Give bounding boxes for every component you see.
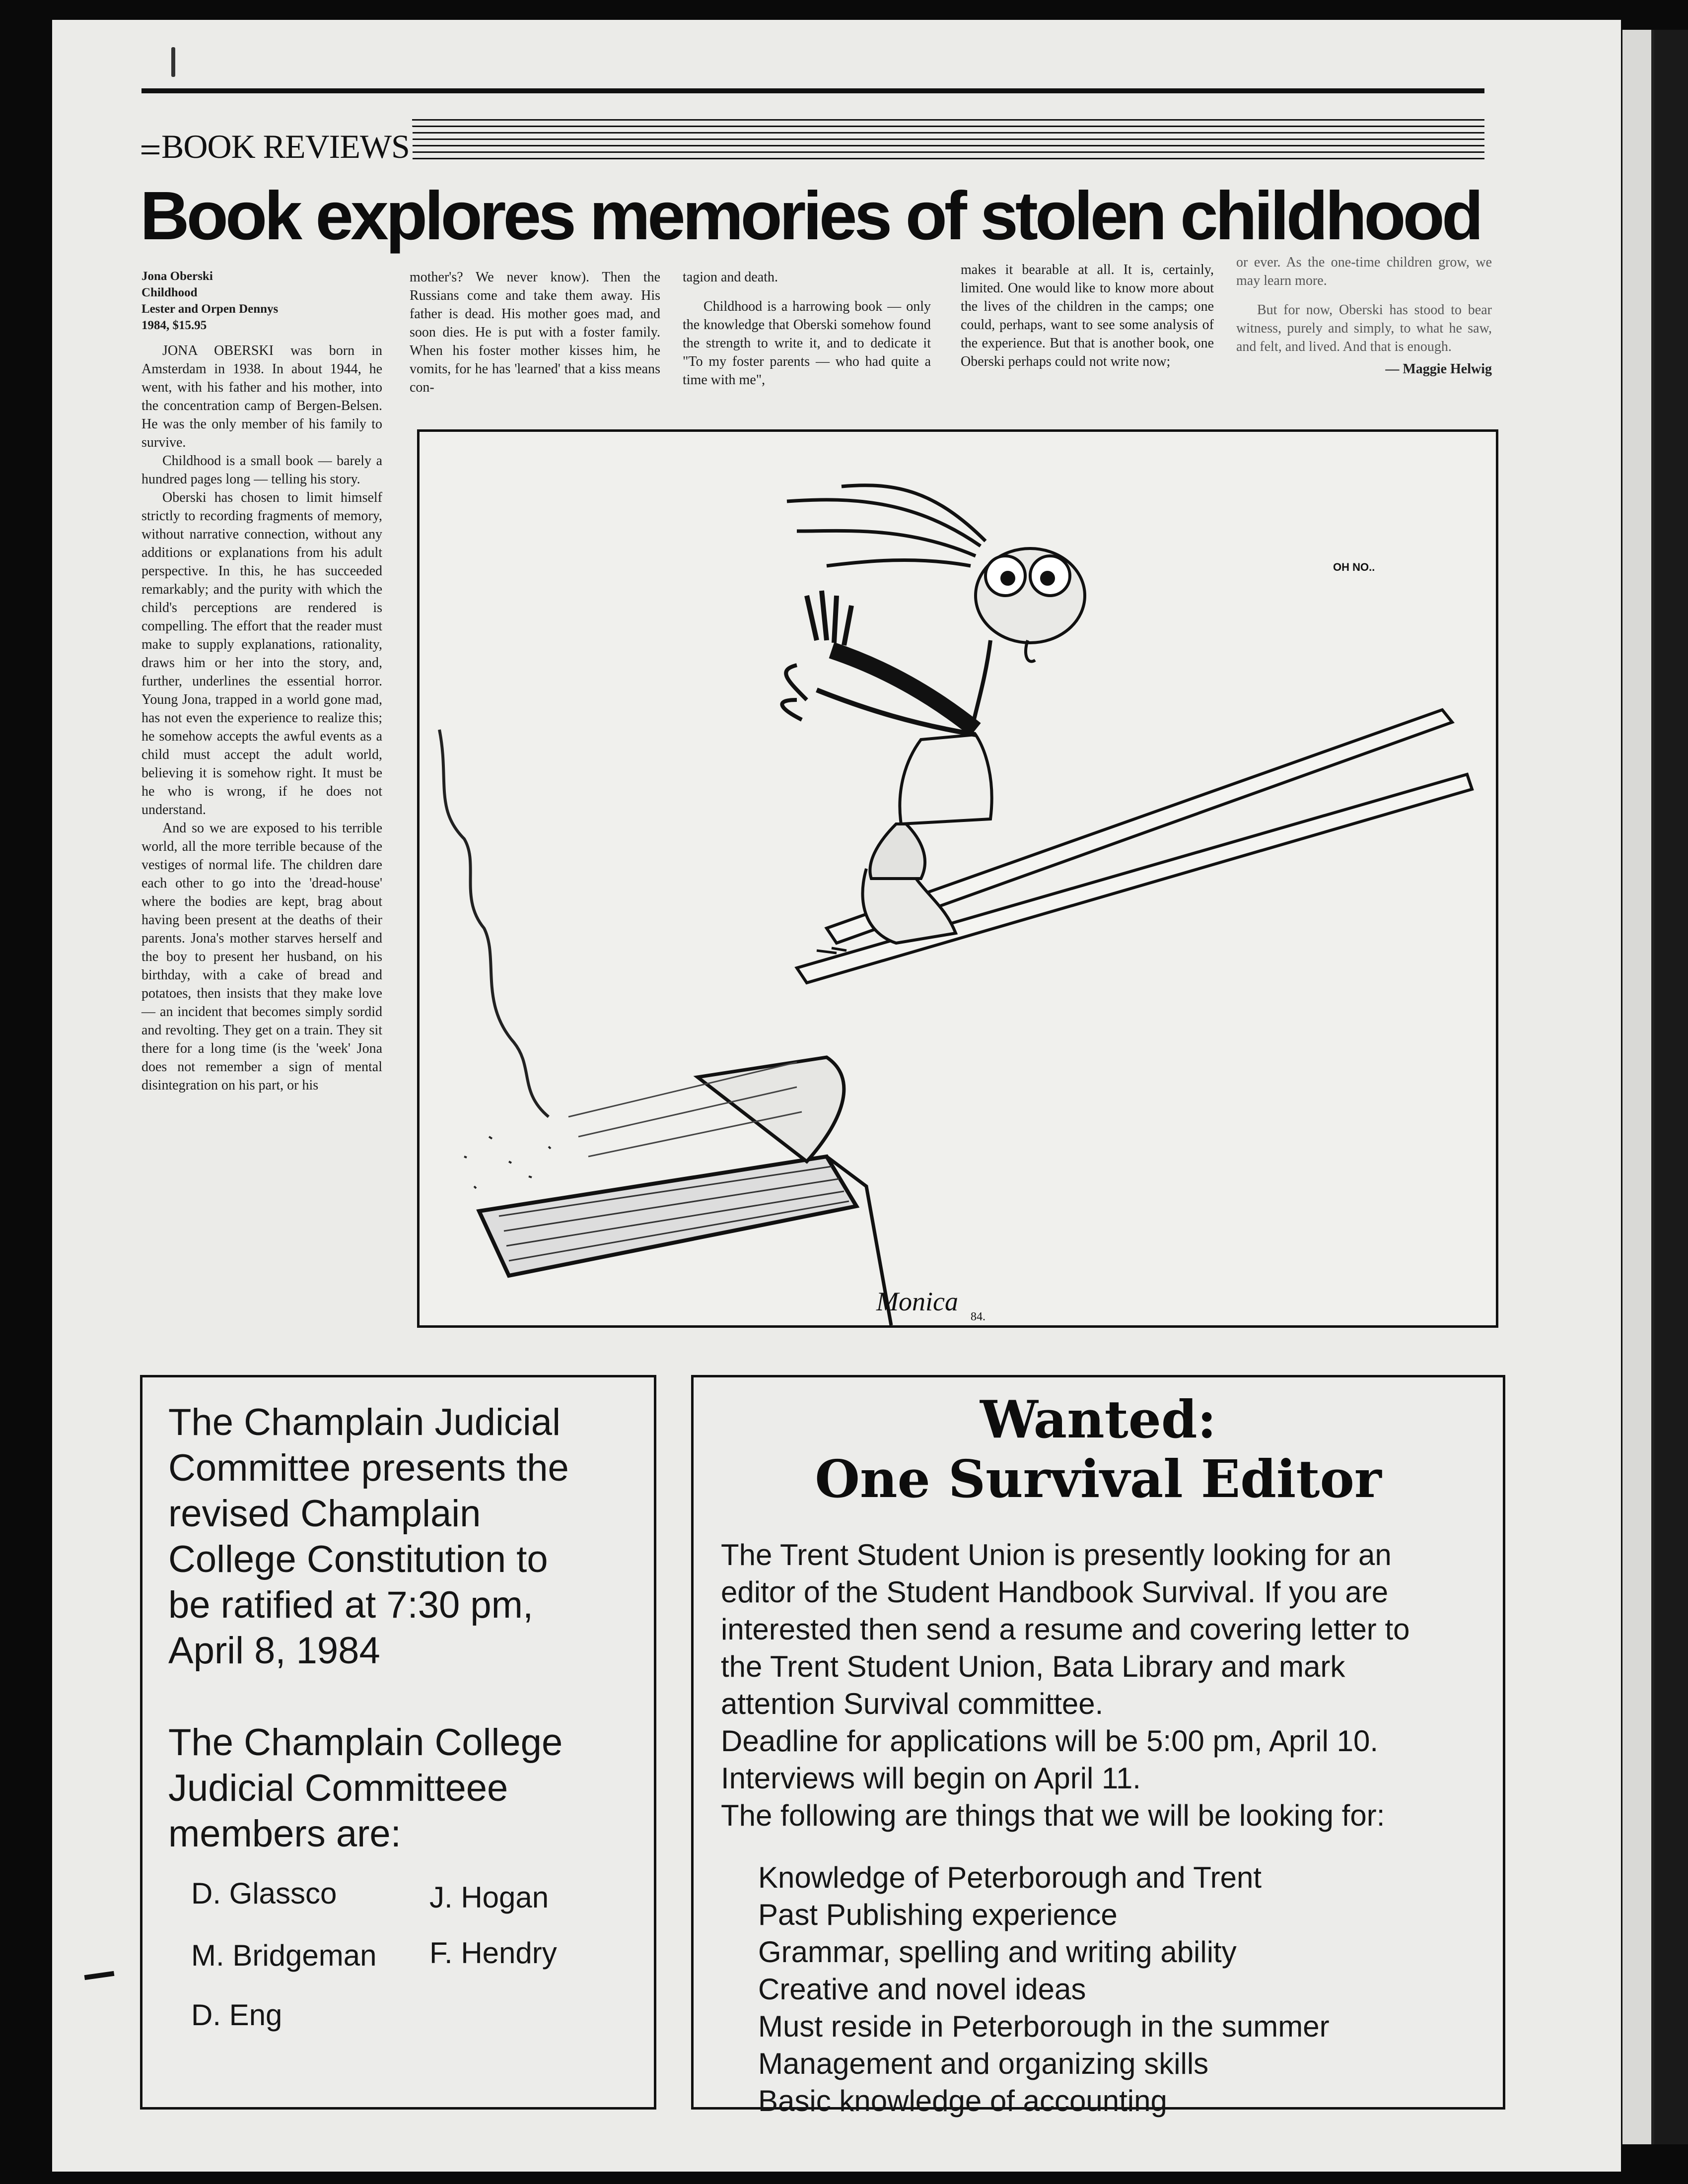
requirements-list — [758, 1859, 1493, 2119]
section-dash-icon — [141, 145, 159, 154]
review-paragraph: And so we are exposed to his terrible world, all the more terrible because of the vestiges of normal life. The children dare each other to go into the 'dread-house' where the bodies are kept, brag about having been present at the deaths of their parents. Jona's mother starves herself and the boy to present her husband, on his birthday, with a cake of bread and potatoes, then insists that they make love — an incident that becomes simply sordid and revolting. They get on a train. They sit there for a long time (is the 'week' Jona does not remember a sign of mental disintegration on his part, or his — [141, 820, 382, 1093]
notice-line: The Champlain College — [168, 1721, 563, 1764]
requirement-item: Basic knowledge of accounting — [758, 2084, 1167, 2117]
cartoon-illustration — [417, 429, 1498, 1328]
notice-body-line: Interviews will begin on April 11. — [721, 1762, 1141, 1795]
notice-body-line: editor of the Student Handbook Survival. If you are — [721, 1575, 1389, 1609]
notice-body-line: The Trent Student Union is presently looking for an — [721, 1538, 1392, 1571]
section-rule-lines — [412, 119, 1484, 164]
judicial-committee-notice — [140, 1375, 656, 2110]
notice-line: April 8, 1984 — [168, 1630, 380, 1672]
section-label-text: BOOK REVIEWS — [161, 128, 410, 165]
cartoon-speech: OH NO.. — [1333, 561, 1375, 573]
review-paragraph: makes it bearable at all. It is, certainly, limited. One would like to know more about the lives of the children in the camps; one could, perhaps, want to see some analysis of the experience. But that is another book, one Oberski perhaps could not write now; — [961, 262, 1214, 369]
adjacent-page-edge — [1622, 30, 1688, 2144]
requirement-item: Management and organizing skills — [758, 2047, 1209, 2080]
notice-body-line: the Trent Student Union, Bata Library and mark — [721, 1650, 1345, 1683]
notice-body-line: attention Survival committee. — [721, 1687, 1104, 1720]
ski-jumper — [782, 485, 1085, 943]
credit-title: Childhood — [141, 286, 198, 299]
member-name: J. Hogan — [429, 1881, 549, 1914]
member-name: F. Hendry — [429, 1936, 557, 1970]
review-paragraph: tagion and death. — [683, 270, 778, 285]
notice-line: College Constitution to — [168, 1538, 548, 1580]
member-name: D. Glassco — [191, 1877, 337, 1910]
notice-title-wanted: Wanted: — [980, 1389, 1217, 1450]
notice-title-editor: One Survival Editor — [815, 1448, 1382, 1509]
requirement-item: Knowledge of Peterborough and Trent — [758, 1861, 1262, 1894]
notice-body-line: The following are things that we will be looking for: — [721, 1799, 1385, 1832]
review-paragraph: JONA OBERSKI was born in Amsterdam in 1938. In about 1944, he went, with his father and his mother, into the concentration camp of Bergen-Belsen. He was the only member of his family to survive. — [141, 343, 382, 450]
member-name: D. Eng — [191, 1998, 282, 2032]
artist-signature: Monica — [876, 1287, 958, 1316]
book-credits — [141, 268, 382, 334]
review-paragraph: Childhood is a harrowing book — only the knowledge that Oberski somehow found the strength to write it, and to dedicate it "To my foster parents — who had quite a time with me", — [683, 299, 931, 388]
notice-body — [721, 1536, 1495, 1834]
review-paragraph: mother's? We never know). Then the Russians come and take them away. His father is dead. His mother goes mad, and soon dies. He is put with a foster family. When his foster mother kisses him, he vomits, for he has 'learned' that a kiss means con- — [410, 270, 660, 395]
review-column-3 — [683, 268, 931, 389]
book-ramp — [479, 1057, 891, 1325]
review-column-1 — [141, 268, 382, 1094]
review-column-4 — [961, 261, 1214, 371]
cliff-outline — [439, 730, 549, 1117]
member-name: M. Bridgeman — [191, 1939, 377, 1972]
notice-body-line: interested then send a resume and covering letter to — [721, 1613, 1410, 1646]
notice-line: members are: — [168, 1813, 401, 1855]
section-label — [141, 127, 413, 166]
notice-paragraph-2 — [168, 1720, 645, 1857]
credit-author: Jona Oberski — [141, 270, 213, 283]
notice-line: The Champlain Judicial — [168, 1401, 561, 1443]
artist-signature-year: 84. — [971, 1310, 985, 1323]
survival-editor-notice — [691, 1375, 1505, 2117]
review-paragraph: or ever. As the one-time children grow, we may learn more. — [1236, 255, 1492, 288]
notice-line: revised Champlain — [168, 1493, 481, 1535]
ski-jumper-drawing — [420, 432, 1496, 1325]
notice-line: Judicial Committeee — [168, 1767, 508, 1809]
requirement-item: Creative and novel ideas — [758, 1973, 1086, 2006]
headline: Book explores memories of stolen childhood — [140, 178, 1481, 254]
notice-line: Committee presents the — [168, 1447, 569, 1489]
review-paragraph: But for now, Oberski has stood to bear witness, purely and simply, to what he saw, and felt, and lived. And that is enough. — [1236, 302, 1492, 354]
page-mark — [171, 47, 175, 77]
review-column-2 — [410, 268, 660, 397]
review-byline: — Maggie Helwig — [1385, 361, 1492, 377]
notice-line: be ratified at 7:30 pm, — [168, 1584, 534, 1626]
requirement-item: Must reside in Peterborough in the summer — [758, 2010, 1330, 2043]
requirement-item: Past Publishing experience — [758, 1898, 1118, 1931]
review-column-5 — [1236, 253, 1492, 378]
review-paragraph: Oberski has chosen to limit himself strictly to recording fragments of memory, without narrative connection, without any additions or explanations from his adult perspective. In this, he has succeeded remarkably; and the purity with which the child's perceptions are rendered is compelling. The effort that the reader must make to supply explanations, rationality, draws him or her into the story, and, further, underlines the essential horror. Young Jona, trapped in a world gone mad, has not even the experience to realize this; he somehow accepts the awful events as a child must accept the adult world, believing it is somehow right. It must be he who is wrong, if he does not understand. — [141, 490, 382, 818]
top-rule — [141, 88, 1484, 93]
notice-paragraph-1 — [168, 1400, 645, 1674]
notice-body-line: Deadline for applications will be 5:00 pm, April 10. — [721, 1724, 1379, 1758]
credit-publisher: Lester and Orpen Dennys — [141, 302, 279, 316]
requirement-item: Grammar, spelling and writing ability — [758, 1935, 1237, 1969]
review-paragraph: Childhood is a small book — barely a hundred pages long — telling his story. — [141, 453, 382, 487]
credit-price: 1984, $15.95 — [141, 319, 207, 332]
